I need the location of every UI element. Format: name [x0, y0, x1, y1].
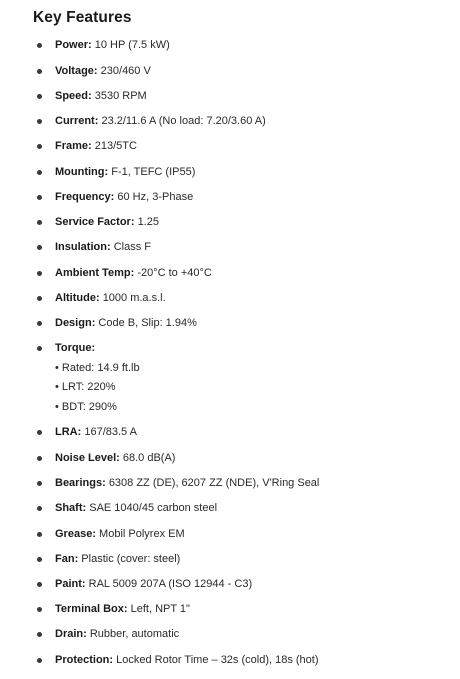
feature-label: Bearings — [55, 477, 103, 489]
feature-value: RAL 5009 207A (ISO 12944 - C3) — [88, 578, 253, 590]
bullet-dot-icon — [37, 119, 42, 124]
feature-label: Ambient Temp — [55, 267, 131, 279]
feature-label: Speed — [55, 90, 89, 102]
feature-label: Voltage — [55, 65, 94, 77]
bullet-dot-icon — [37, 557, 42, 562]
bullet-dot-icon — [37, 144, 42, 149]
bullet-dot-icon — [37, 607, 42, 612]
bullet-dot-icon — [37, 69, 42, 74]
bullet-dot-icon — [37, 94, 42, 99]
feature-label: Protection — [55, 654, 110, 666]
bullet-dot-icon — [37, 271, 42, 276]
feature-value: 60 Hz, 3-Phase — [117, 191, 194, 203]
key-features-panel: Key Features Power: 10 HP (7.5 kW) Voltage: 230/460 V Speed: 3530 RPM Current: 23.2/11.6 A (No load: 7.20/3.60 A) Frame: 213/5TC Mounting: F-1, TEFC (IP55) Frequency: 60 Hz, 3-Phase Service Factor: 1.25 Insulation: Class F Ambient Temp: -20°C to +40°C Altitude: 1000 m.a.s.l. Design: Code B, Slip: 1.94% Torque: • Rated: 14.9 ft.lb • LRT: 220% • BDT: 290% LRA: 167/83.5 A Noise Level: 68.0 dB(A) Bearings: 6308 ZZ (DE), 6207 ZZ (NDE), V'Ring Seal Shaft: SAE 1040/45 carbon steel Grease: Mobil Polyrex EM Fan: Plastic (cover: steel) Paint: RAL 5009 207A (ISO 12944 - C3) Terminal Box: Left, NPT 1" Drain: Rubber, automatic Protection: Locked Rotor Time – 32s (cold), 18s (hot) — [33, 9, 320, 666]
bullet-dot-icon — [37, 220, 42, 225]
feature-label: Noise Level — [55, 452, 117, 464]
feature-value: 1000 m.a.s.l. — [102, 292, 166, 304]
feature-value: 213/5TC — [94, 140, 137, 152]
feature-value: Code B, Slip: 1.94% — [98, 317, 197, 329]
torque-sub-item: • LRT: 220% — [55, 381, 116, 393]
bullet-dot-icon — [37, 506, 42, 511]
feature-value: Mobil Polyrex EM — [99, 528, 185, 540]
feature-label: Mounting — [55, 166, 105, 178]
feature-value: 3530 RPM — [94, 90, 147, 102]
feature-label: Design — [55, 317, 92, 329]
bullet-dot-icon — [37, 296, 42, 301]
feature-value: Class F — [113, 241, 151, 253]
bullet-dot-icon — [37, 195, 42, 200]
feature-value: F-1, TEFC (IP55) — [111, 166, 196, 178]
bullet-dot-icon — [37, 456, 42, 461]
feature-value: -20°C to +40°C — [137, 267, 212, 279]
bullet-dot-icon — [37, 170, 42, 175]
bullet-dot-icon — [37, 346, 42, 351]
feature-value: Rubber, automatic — [89, 628, 180, 640]
feature-value: Plastic (cover: steel) — [81, 553, 181, 565]
feature-value: 10 HP (7.5 kW) — [94, 39, 170, 51]
feature-label: Power — [55, 39, 89, 51]
feature-value: Locked Rotor Time – 32s (cold), 18s (hot) — [116, 654, 319, 666]
torque-sub-item: • Rated: 14.9 ft.lb — [55, 362, 140, 374]
feature-label: Altitude — [55, 292, 96, 304]
feature-value: 1.25 — [137, 216, 159, 228]
feature-label: Service Factor — [55, 216, 131, 228]
feature-value: SAE 1040/45 carbon steel — [89, 502, 218, 514]
bullet-dot-icon — [37, 532, 42, 537]
bullet-dot-icon — [37, 43, 42, 48]
feature-label: Paint — [55, 578, 82, 590]
feature-label: Insulation — [55, 241, 107, 253]
feature-value: 23.2/11.6 A (No load: 7.20/3.60 A) — [101, 115, 266, 127]
bullet-dot-icon — [37, 430, 42, 435]
feature-label: LRA — [55, 426, 78, 438]
feature-label: Frame — [55, 140, 89, 152]
feature-label: Current — [55, 115, 95, 127]
bullet-dot-icon — [37, 245, 42, 250]
feature-value: 68.0 dB(A) — [122, 452, 176, 464]
bullet-dot-icon — [37, 321, 42, 326]
feature-label: Shaft — [55, 502, 83, 514]
feature-label: Torque — [55, 342, 92, 354]
section-title: Key Features — [33, 9, 132, 26]
torque-sub-item: • BDT: 290% — [55, 401, 117, 413]
feature-label: Frequency — [55, 191, 111, 203]
bullet-dot-icon — [37, 582, 42, 587]
bullet-dot-icon — [37, 632, 42, 637]
feature-value: 167/83.5 A — [84, 426, 137, 438]
feature-label: Terminal Box — [55, 603, 124, 615]
feature-label: Drain — [55, 628, 84, 640]
feature-value: 6308 ZZ (DE), 6207 ZZ (NDE), V'Ring Seal — [108, 477, 320, 489]
feature-label: Fan — [55, 553, 75, 565]
feature-value: 230/460 V — [100, 65, 151, 77]
feature-value: Left, NPT 1" — [130, 603, 190, 615]
feature-label: Grease — [55, 528, 93, 540]
bullet-dot-icon — [37, 658, 42, 663]
bullet-dot-icon — [37, 481, 42, 486]
